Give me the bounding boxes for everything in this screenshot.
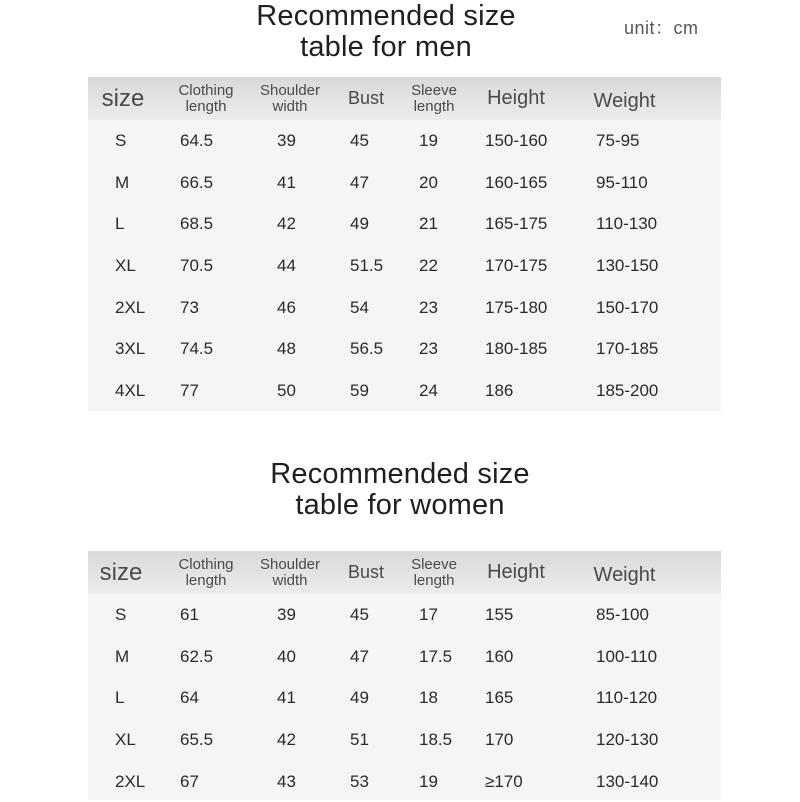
cell-shoulder-width: 41 <box>277 172 296 192</box>
cell-sleeve-length: 23 <box>419 297 438 317</box>
cell-clothing-length: 73 <box>180 297 199 317</box>
cell-sleeve-length: 19 <box>419 131 438 150</box>
header-height: Height <box>487 87 545 109</box>
cell-sleeve-length: 20 <box>419 172 438 192</box>
header-clothing-line-1: Clothing <box>178 81 234 99</box>
cell-size: S <box>115 605 127 624</box>
cell-height: 150-160 <box>485 131 548 150</box>
cell-clothing-length: 64.5 <box>180 131 214 150</box>
header-sleeve-length <box>396 77 472 120</box>
table-row <box>88 719 721 761</box>
cell-size: 4XL <box>115 381 146 401</box>
table-row <box>88 636 721 678</box>
women-size-table <box>88 551 721 800</box>
cell-shoulder-width: 42 <box>277 730 296 750</box>
header-shoulder-width <box>240 551 340 594</box>
table-row <box>88 203 721 245</box>
cell-weight: 110-120 <box>596 688 658 708</box>
header-height: Height <box>487 561 545 583</box>
cell-clothing-length: 77 <box>180 381 199 401</box>
cell-sleeve-length: 24 <box>419 381 438 401</box>
cell-bust: 49 <box>350 214 369 234</box>
cell-size: L <box>115 214 125 234</box>
cell-height: 186 <box>485 381 514 401</box>
cell-sleeve-length: 21 <box>419 214 438 234</box>
cell-size: 3XL <box>115 339 146 359</box>
header-shoulder-line-2: width <box>272 97 308 115</box>
cell-bust: 49 <box>350 688 369 708</box>
cell-sleeve-length: 23 <box>419 339 438 359</box>
header-clothing-line-2: length <box>185 97 227 115</box>
cell-clothing-length: 68.5 <box>180 214 214 234</box>
cell-bust: 45 <box>350 131 369 150</box>
cell-shoulder-width: 40 <box>277 646 296 666</box>
cell-weight: 185-200 <box>596 381 659 401</box>
header-sleeve-line-2: length <box>413 97 455 115</box>
table-row <box>88 328 721 370</box>
cell-shoulder-width: 43 <box>277 771 296 791</box>
header-sleeve-line-1: Sleeve <box>411 555 457 573</box>
header-sleeve-line-2: length <box>413 571 455 589</box>
header-sleeve-line-1: Sleeve <box>411 81 457 99</box>
unit-label: unit：cm <box>624 18 699 38</box>
table-row <box>88 162 721 204</box>
cell-sleeve-length: 17.5 <box>419 646 453 666</box>
cell-bust: 47 <box>350 646 369 666</box>
header-size: size <box>101 84 145 112</box>
cell-shoulder-width: 42 <box>277 214 296 234</box>
cell-height: 160 <box>485 646 514 666</box>
table-header <box>88 77 721 120</box>
header-weight: Weight <box>593 90 656 112</box>
women-title-line-1: Recommended size <box>270 458 530 490</box>
cell-size: S <box>115 131 127 150</box>
header-shoulder-line-1: Shoulder <box>259 81 321 99</box>
cell-height: 155 <box>485 605 514 624</box>
women-size-table-title <box>0 459 800 521</box>
cell-weight: 120-130 <box>596 730 659 750</box>
cell-shoulder-width: 39 <box>277 131 296 150</box>
table-row <box>88 245 721 287</box>
cell-weight: 95-110 <box>596 172 648 192</box>
cell-clothing-length: 70.5 <box>180 256 214 276</box>
cell-weight: 85-100 <box>596 605 649 624</box>
men-size-table <box>88 77 721 411</box>
cell-shoulder-width: 48 <box>277 339 296 359</box>
table-row <box>88 761 721 802</box>
table-row <box>88 120 721 162</box>
cell-height: ≥170 <box>485 771 523 791</box>
cell-size: M <box>115 646 130 666</box>
cell-size: 2XL <box>115 297 146 317</box>
cell-bust: 47 <box>350 172 369 192</box>
table-header <box>88 551 721 594</box>
header-bust: Bust <box>347 562 385 582</box>
cell-sleeve-length: 19 <box>419 771 438 791</box>
cell-weight: 110-130 <box>596 214 658 234</box>
cell-clothing-length: 62.5 <box>180 646 214 666</box>
header-clothing-line-1: Clothing <box>178 555 234 573</box>
cell-height: 165 <box>485 688 514 708</box>
table-row <box>88 594 721 636</box>
header-bust: Bust <box>347 88 385 108</box>
women-table-body <box>88 594 721 802</box>
cell-sleeve-length: 18 <box>419 688 438 708</box>
header-sleeve-length <box>396 551 472 594</box>
cell-weight: 150-170 <box>596 297 659 317</box>
cell-sleeve-length: 18.5 <box>419 730 453 750</box>
cell-bust: 54 <box>350 297 369 317</box>
cell-size: 2XL <box>115 771 146 791</box>
cell-size: L <box>115 688 125 708</box>
cell-bust: 51 <box>350 730 369 750</box>
header-weight: Weight <box>593 564 656 586</box>
cell-weight: 75-95 <box>596 131 640 150</box>
cell-shoulder-width: 39 <box>277 605 296 624</box>
men-title-line-1: Recommended size <box>256 0 516 32</box>
cell-shoulder-width: 50 <box>277 381 296 401</box>
women-title-line-2: table for women <box>295 489 505 521</box>
table-row <box>88 287 721 329</box>
cell-shoulder-width: 46 <box>277 297 296 317</box>
cell-bust: 53 <box>350 771 369 791</box>
header-shoulder-line-1: Shoulder <box>259 555 321 573</box>
cell-clothing-length: 74.5 <box>180 339 214 359</box>
men-table-body <box>88 120 721 412</box>
cell-clothing-length: 65.5 <box>180 730 214 750</box>
table-row <box>88 370 721 412</box>
cell-clothing-length: 67 <box>180 771 199 791</box>
cell-clothing-length: 64 <box>180 688 199 708</box>
cell-bust: 59 <box>350 381 369 401</box>
cell-sleeve-length: 17 <box>419 605 438 624</box>
cell-height: 165-175 <box>485 214 548 234</box>
cell-weight: 130-150 <box>596 256 659 276</box>
cell-height: 180-185 <box>485 339 548 359</box>
cell-bust: 45 <box>350 605 369 624</box>
table-row <box>88 677 721 719</box>
cell-shoulder-width: 41 <box>277 688 296 708</box>
cell-clothing-length: 66.5 <box>180 172 214 192</box>
cell-height: 170-175 <box>485 256 548 276</box>
cell-size: XL <box>115 730 136 750</box>
cell-height: 160-165 <box>485 172 548 192</box>
header-shoulder-width <box>240 77 340 120</box>
cell-bust: 51.5 <box>350 256 384 276</box>
men-title-line-2: table for men <box>300 31 472 63</box>
cell-height: 175-180 <box>485 297 548 317</box>
cell-bust: 56.5 <box>350 339 384 359</box>
header-clothing-line-2: length <box>185 571 227 589</box>
cell-shoulder-width: 44 <box>277 256 296 276</box>
cell-height: 170 <box>485 730 514 750</box>
cell-size: XL <box>115 256 136 276</box>
cell-clothing-length: 61 <box>180 605 199 624</box>
cell-weight: 100-110 <box>596 646 658 666</box>
header-size: size <box>99 558 143 586</box>
header-shoulder-line-2: width <box>272 571 308 589</box>
cell-size: M <box>115 172 130 192</box>
cell-sleeve-length: 22 <box>419 256 438 276</box>
cell-weight: 170-185 <box>596 339 659 359</box>
cell-weight: 130-140 <box>596 771 659 791</box>
